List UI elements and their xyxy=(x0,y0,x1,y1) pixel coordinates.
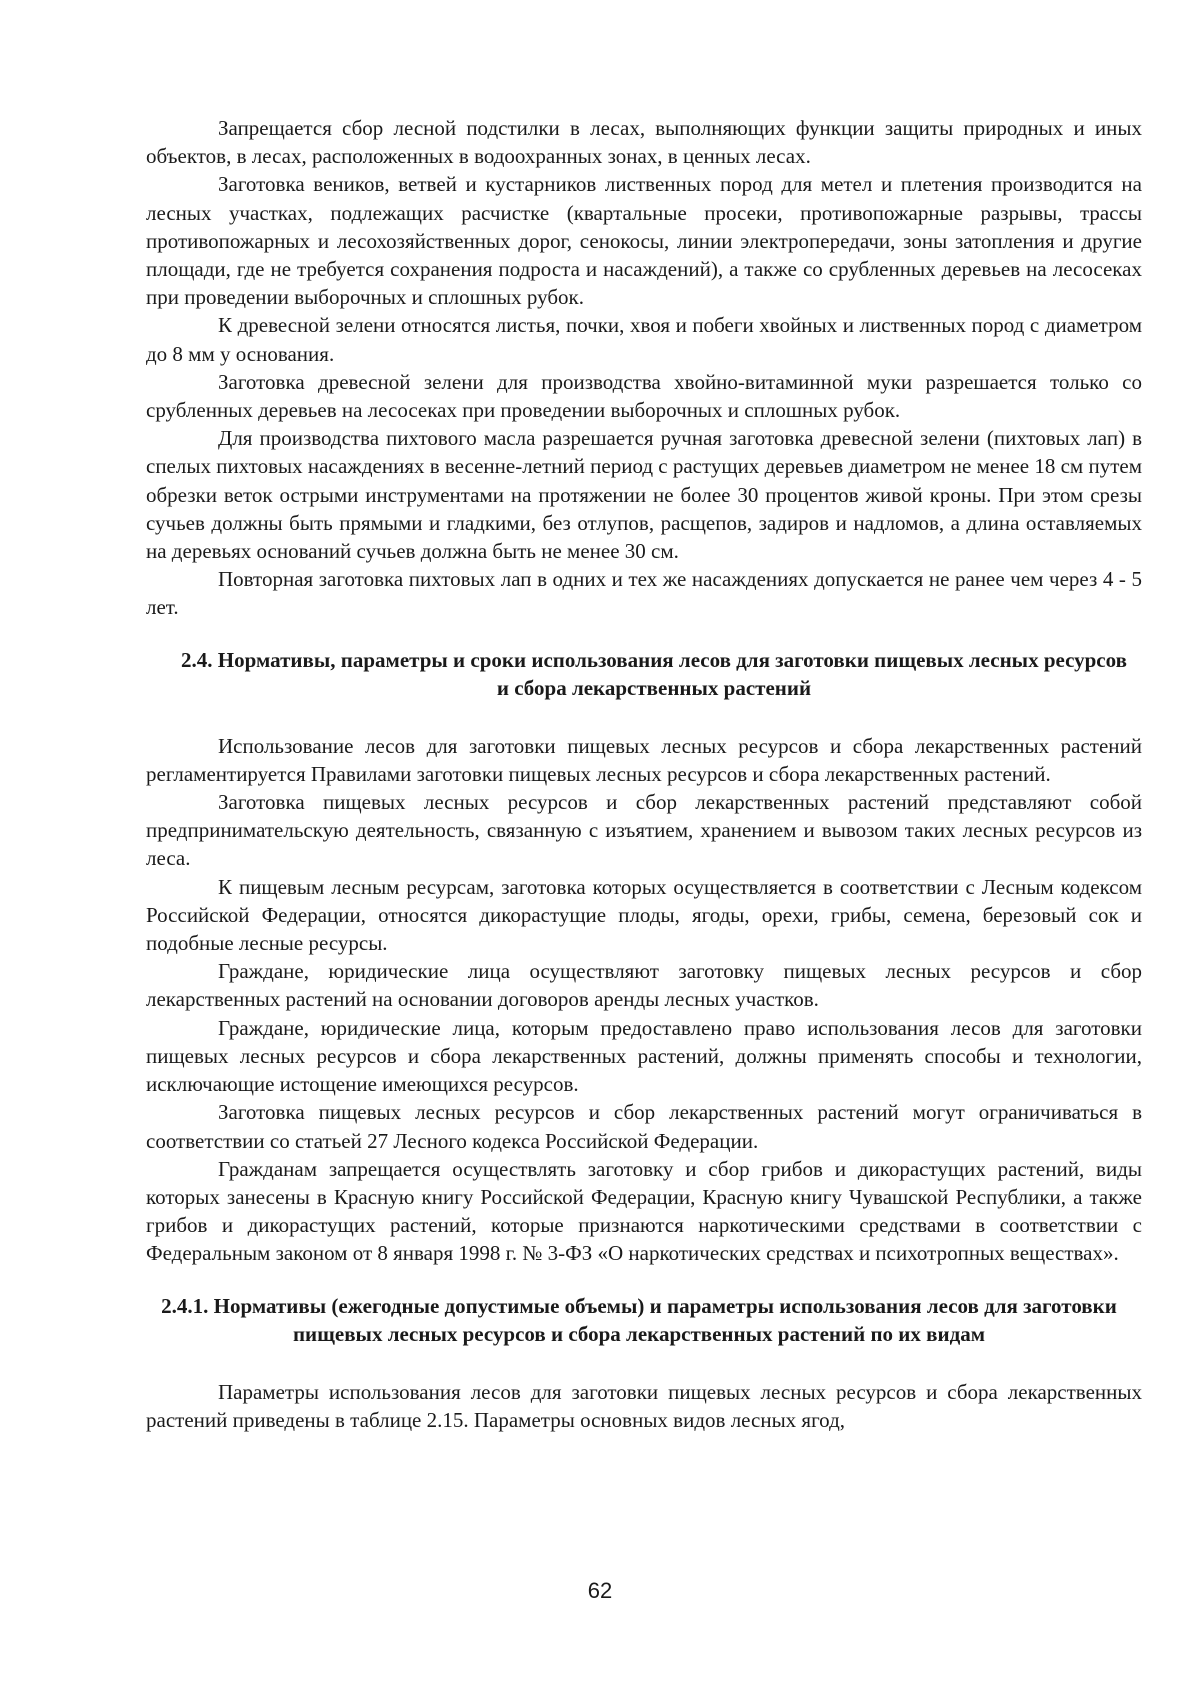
section-heading-2-4: 2.4. Нормативы, параметры и сроки использования лесов для заготовки пищевых лесных ресурсов и сбора лекарственных растений xyxy=(181,647,1127,700)
paragraph: К древесной зелени относятся листья, почки, хвоя и побеги хвойных и лиственных пород с диаметром до 8 мм у основания. xyxy=(146,313,1142,366)
page-number: 62 xyxy=(587,1578,613,1603)
paragraph: К пищевым лесным ресурсам, заготовка которых осуществляется в соответствии с Лесным кодексом Российской Федерации, относятся дикорастущие плоды, ягоды, орехи, грибы, семена, березовый сок и подобные лесные ресурсы. xyxy=(146,874,1142,956)
paragraph: Заготовка веников, ветвей и кустарников лиственных пород для метел и плетения производится на лесных участках, подлежащих расчистке (квартальные просеки, противопожарные разрывы, трассы противопожарных и лесохозяйственных дорог, сенокосы, линии электропередачи, зоны затопления и другие площади, где не требуется сохранения подроста и насаждений), а также со срубленных деревьев на лесосеках при проведении выборочных и сплошных рубок. xyxy=(146,172,1142,310)
paragraph: Для производства пихтового масла разрешается ручная заготовка древесной зелени (пихтовых лап) в спелых пихтовых насаждениях в весенне-летний период с растущих деревьев диаметром не менее 18 см путем обрезки веток острыми инструментами на протяжении не более 30 процентов живой кроны. При этом срезы сучьев должны быть прямыми и гладкими, без отлупов, расщепов, задиров и надломов, а длина оставляемых на деревьях оснований сучьев должна быть не менее 30 см. xyxy=(146,426,1142,564)
paragraph: Граждане, юридические лица, которым предоставлено право использования лесов для заготовки пищевых лесных ресурсов и сбора лекарственных растений, должны применять способы и технологии, исключающие истощение имеющихся ресурсов. xyxy=(146,1015,1142,1097)
paragraph: Гражданам запрещается осуществлять заготовку и сбор грибов и дикорастущих растений, виды которых занесены в Красную книгу Российской Федерации, Красную книгу Чувашской Республики, а также грибов и дикорастущих растений, которые признаются наркотическими средствами в соответствии с Федеральным законом от 8 января 1998 г. № 3-ФЗ «О наркотических средствах и психотропных веществах». xyxy=(146,1156,1142,1266)
paragraph: Использование лесов для заготовки пищевых лесных ресурсов и сбора лекарственных растений регламентируется Правилами заготовки пищевых лесных ресурсов и сбора лекарственных растений. xyxy=(146,733,1142,786)
paragraph: Повторная заготовка пихтовых лап в одних и тех же насаждениях допускается не ранее чем через 4 - 5 лет. xyxy=(146,567,1142,620)
paragraph: Заготовка древесной зелени для производства хвойно-витаминной муки разрешается только со срубленных деревьев на лесосеках при проведении выборочных и сплошных рубок. xyxy=(146,369,1142,423)
section-heading-2-4-1: 2.4.1. Нормативы (ежегодные допустимые объемы) и параметры использования лесов для заготовки пищевых лесных ресурсов и сбора лекарственных растений по их видам xyxy=(161,1293,1117,1346)
paragraph: Параметры использования лесов для заготовки пищевых лесных ресурсов и сбора лекарственных растений приведены в таблице 2.15. Параметры основных видов лесных ягод, xyxy=(146,1379,1142,1432)
paragraph: Заготовка пищевых лесных ресурсов и сбор лекарственных растений представляют собой предпринимательскую деятельность, связанную с изъятием, хранением и вывозом таких лесных ресурсов из леса. xyxy=(146,790,1142,871)
paragraph: Граждане, юридические лица осуществляют заготовку пищевых лесных ресурсов и сбор лекарственных растений на основании договоров аренды лесных участков. xyxy=(146,959,1142,1012)
paragraph: Запрещается сбор лесной подстилки в лесах, выполняющих функции защиты природных и иных объектов, в лесах, расположенных в водоохранных зонах, в ценных лесах. xyxy=(146,116,1142,169)
document-page xyxy=(146,114,1142,1434)
paragraph: Заготовка пищевых лесных ресурсов и сбор лекарственных растений могут ограничиваться в соответствии со статьей 27 Лесного кодекса Российской Федерации. xyxy=(146,1100,1142,1153)
